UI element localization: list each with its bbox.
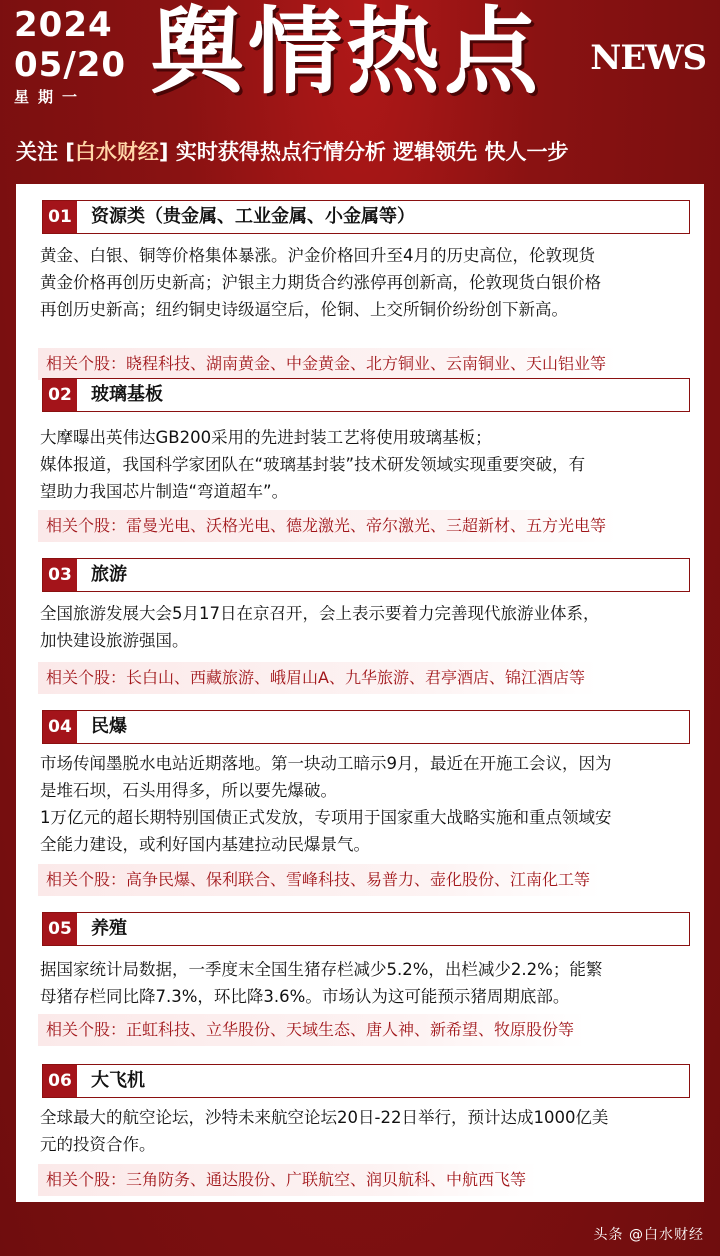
body-line: 黄金价格再创历史新高；沪银主力期货合约涨停再创新高，伦敦现货白银价格 <box>40 273 601 292</box>
body-line: 全球最大的航空论坛，沙特未来航空论坛20日-22日举行，预计达成1000亿美 <box>40 1108 609 1127</box>
date-weekday: 星期一 <box>14 88 87 106</box>
header-banner <box>0 0 720 178</box>
section-body <box>40 600 690 654</box>
slogan-suffix: ] 实时获得热点行情分析 逻辑领先 快人一步 <box>158 140 569 164</box>
watermark: 头条 @白水财经 <box>593 1227 704 1243</box>
section-header <box>42 200 690 234</box>
related-stocks: 相关个股：晓程科技、湖南黄金、中金黄金、北方铜业、云南铜业、天山铝业等 <box>38 348 618 380</box>
section-header <box>42 710 690 744</box>
section-body <box>40 1104 690 1158</box>
slogan <box>16 136 568 166</box>
section-number: 06 <box>43 1065 77 1097</box>
body-line: 望助力我国芯片制造“弯道超车”。 <box>40 482 289 501</box>
body-line: 再创历史新高；纽约铜史诗级逼空后，伦铜、上交所铜价纷纷创下新高。 <box>40 300 568 319</box>
section-body <box>40 242 690 323</box>
body-line: 全国旅游发展大会5月17日在京召开，会上表示要着力完善现代旅游业体系， <box>40 604 600 623</box>
section-title: 民爆 <box>91 716 127 737</box>
section-body <box>40 956 690 1010</box>
section-number: 05 <box>43 913 77 945</box>
date-month-day: 05/20 <box>14 45 127 85</box>
slogan-brand: 白水财经 <box>74 140 159 164</box>
body-line: 母猪存栏同比降7.3%，环比降3.6%。市场认为这可能预示猪周期底部。 <box>40 987 570 1006</box>
news-label: NEWS <box>590 38 706 78</box>
section-header <box>42 912 690 946</box>
section-title: 玻璃基板 <box>91 384 163 405</box>
date-year: 2024 <box>14 5 113 45</box>
section-title: 旅游 <box>91 564 127 585</box>
related-stocks: 相关个股：正虹科技、立华股份、天域生态、唐人神、新希望、牧原股份等 <box>38 1014 586 1046</box>
section-title: 养殖 <box>91 918 127 939</box>
related-stocks: 相关个股：高争民爆、保利联合、雪峰科技、易普力、壶化股份、江南化工等 <box>38 864 602 896</box>
section-header <box>42 378 690 412</box>
body-line: 全能力建设，或利好国内基建拉动民爆景气。 <box>40 835 370 854</box>
related-stocks: 相关个股：三角防务、通达股份、广联航空、润贝航科、中航西飞等 <box>38 1164 538 1196</box>
body-line: 大摩曝出英伟达GB200采用的先进封装工艺将使用玻璃基板； <box>40 428 492 447</box>
content-panel <box>16 184 704 1202</box>
section-body <box>40 424 690 505</box>
body-line: 元的投资合作。 <box>40 1135 156 1154</box>
section-number: 01 <box>43 201 77 233</box>
body-line: 黄金、白银、铜等价格集体暴涨。沪金价格回升至4月的历史高位，伦敦现货 <box>40 246 595 265</box>
body-line: 市场传闻墨脱水电站近期落地。第一块动工暗示9月，最近在开施工会议，因为 <box>40 754 612 773</box>
slogan-prefix: 关注 [ <box>16 140 75 164</box>
body-line: 是堆石坝，石头用得多，所以要先爆破。 <box>40 781 337 800</box>
section-title: 大飞机 <box>91 1070 145 1091</box>
body-line: 加快建设旅游强国。 <box>40 631 189 650</box>
section-header <box>42 558 690 592</box>
related-stocks: 相关个股：长白山、西藏旅游、峨眉山A、九华旅游、君亭酒店、锦江酒店等 <box>38 662 597 694</box>
section-number: 04 <box>43 711 77 743</box>
body-line: 据国家统计局数据，一季度末全国生猪存栏减少5.2%，出栏减少2.2%；能繁 <box>40 960 603 979</box>
section-body <box>40 750 690 858</box>
date-block <box>14 5 127 106</box>
section-title: 资源类（贵金属、工业金属、小金属等） <box>91 206 415 227</box>
section-header <box>42 1064 690 1098</box>
page-title: 舆情热点 <box>150 0 543 107</box>
section-number: 03 <box>43 559 77 591</box>
section-number: 02 <box>43 379 77 411</box>
body-line: 媒体报道，我国科学家团队在“玻璃基封装”技术研发领域实现重要突破，有 <box>40 455 586 474</box>
body-line: 1万亿元的超长期特别国债正式发放，专项用于国家重大战略实施和重点领域安 <box>40 808 612 827</box>
related-stocks: 相关个股：雷曼光电、沃格光电、德龙激光、帝尔激光、三超新材、五方光电等 <box>38 510 618 542</box>
